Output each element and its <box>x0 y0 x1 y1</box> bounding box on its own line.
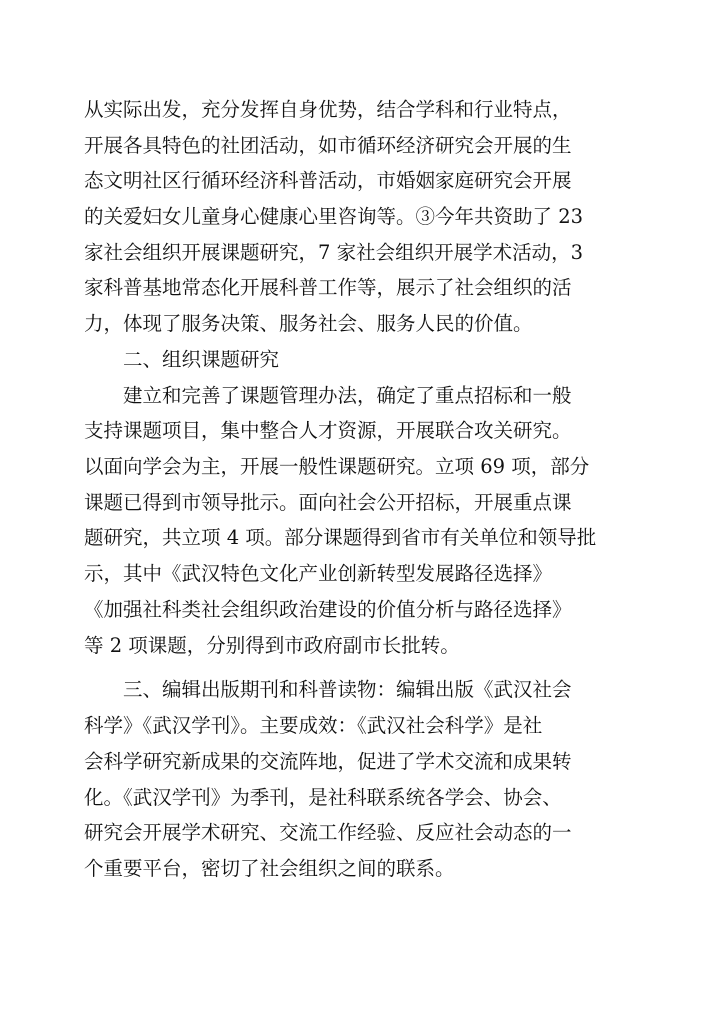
section-heading: 三、编辑出版期刊和科普读物：编辑出版《武汉社会 <box>123 678 572 701</box>
text-line: 示，其中《武汉特色文化产业创新转型发展路径选择》 <box>84 562 553 585</box>
text-line: 个重要平台，密切了社会组织之间的联系。 <box>84 857 455 880</box>
text-line: 支持课题项目，集中整合人才资源，开展联合攻关研究。 <box>84 419 572 442</box>
text-line: 科学》《武汉学刊》。主要成效：《武汉社会科学》是社 <box>84 714 543 737</box>
text-line: 等 2 项课题，分别得到市政府副市长批转。 <box>84 634 460 657</box>
text-line: 态文明社区行循环经济科普活动，市婚姻家庭研究会开展 <box>84 169 572 192</box>
text-line: 的关爱妇女儿童身心健康心里咨询等。③今年共资助了 23 <box>84 205 584 228</box>
text-line: 研究会开展学术研究、交流工作经验、反应社会动态的一 <box>84 821 572 844</box>
text-line: 力，体现了服务决策、服务社会、服务人民的价值。 <box>84 312 533 335</box>
text-line: 《加强社科类社会组织政治建设的价值分析与路径选择》 <box>84 598 572 621</box>
text-line: 家科普基地常态化开展科普工作等，展示了社会组织的活 <box>84 276 572 299</box>
text-line: 开展各具特色的社团活动，如市循环经济研究会开展的生 <box>84 134 572 157</box>
text-line: 以面向学会为主，开展一般性课题研究。立项 69 项，部分 <box>84 455 590 478</box>
text-line: 课题已得到市领导批示。面向社会公开招标，开展重点课 <box>84 491 572 514</box>
text-line: 家社会组织开展课题研究，7 家社会组织开展学术活动，3 <box>84 241 584 264</box>
section-heading: 二、组织课题研究 <box>123 348 280 371</box>
text-line: 会科学研究新成果的交流阵地，促进了学术交流和成果转 <box>84 750 572 773</box>
text-line: 建立和完善了课题管理办法，确定了重点招标和一般 <box>123 384 572 407</box>
text-line: 化。《武汉学刊》为季刊，是社科联系统各学会、协会、 <box>84 786 562 809</box>
text-line: 题研究，共立项 4 项。部分课题得到省市有关单位和领导批 <box>84 526 597 549</box>
text-line: 从实际出发，充分发挥自身优势，结合学科和行业特点， <box>84 98 572 121</box>
